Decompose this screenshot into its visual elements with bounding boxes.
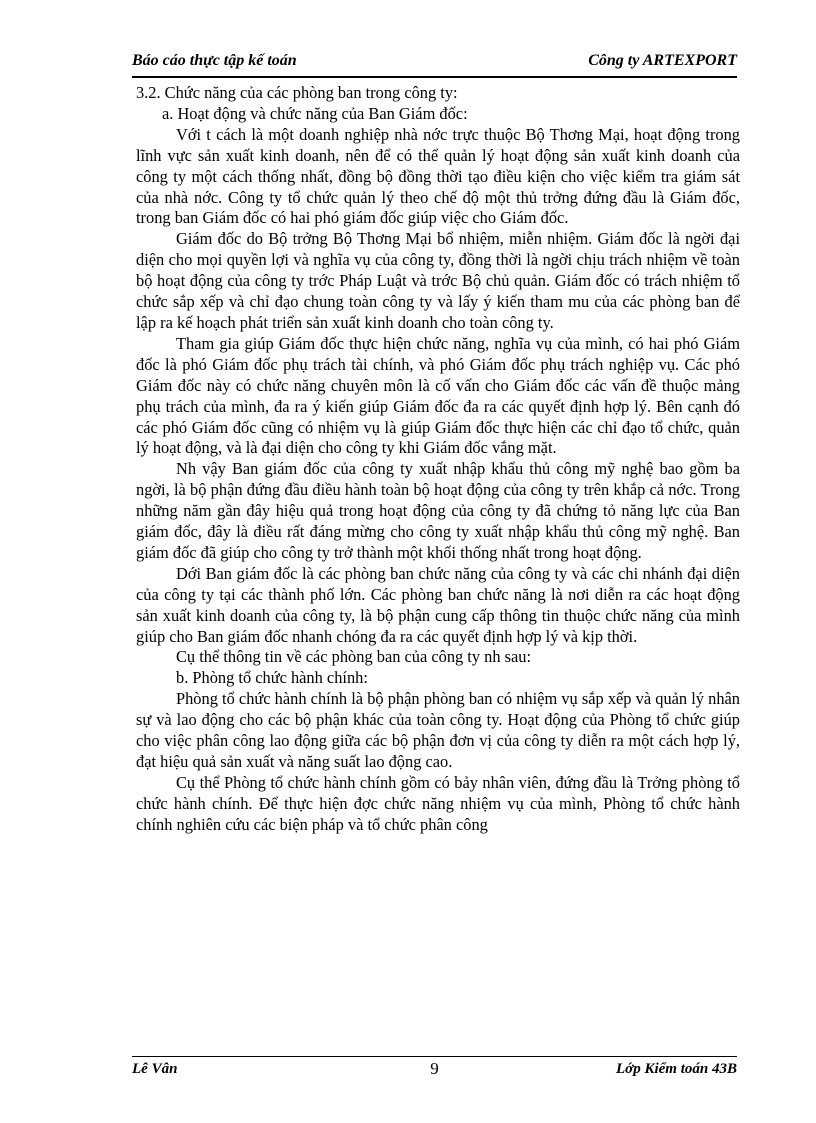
header-report-title: Báo cáo thực tập kế toán [132,52,297,69]
footer-class-name: Lớp Kiểm toán 43B [616,1061,737,1077]
subsection-b-title: b. Phòng tổ chức hành chính: [176,668,368,688]
page-footer [132,1056,737,1081]
page-number: 9 [430,1059,439,1078]
header-company-name: Công ty ARTEXPORT [588,52,737,69]
paragraph-a2: Giám đốc do Bộ trởng Bộ Thơng Mại bổ nhiệm, miễn nhiệm. Giám đốc là ngời đại diện cho mọi quyền lợi và nghĩa vụ của công ty, đồng thời là ngời chịu trách nhiệm về toàn bộ hoạt động của công ty trớc Pháp Luật và trớc Bộ chủ quản. Giám đốc có trách nhiệm tổ chức sắp xếp và chỉ đạo chung toàn công ty và lấy ý kiến tham mu của các phòng ban để lập ra kế hoạch phát triển sản xuất kinh doanh cho toàn công ty. [136,229,740,332]
paragraph-b1: Phòng tổ chức hành chính là bộ phận phòng ban có nhiệm vụ sắp xếp và quản lý nhân sự và lao động cho các bộ phận khác của toàn công ty. Hoạt động của Phòng tổ chức giúp cho việc phân công lao động giữa các bộ phận đơn vị của công ty diễn ra một cách hợp lý, đạt hiệu quả sản xuất và năng suất lao động cao. [136,689,740,771]
page-header [132,50,737,78]
page-content [136,83,740,836]
paragraph-b2: Cụ thể Phòng tổ chức hành chính gồm có bảy nhân viên, đứng đầu là Trởng phòng tổ chức hành chính. Để thực hiện đợc chức năng nhiệm vụ của mình, Phòng tổ chức hành chính nghiên cứu các biện pháp và tổ chức phân công [136,772,740,834]
footer-author: Lê Vân [132,1061,178,1077]
paragraph-a6: Cụ thể thông tin về các phòng ban của công ty nh sau: [176,647,532,667]
section-title: 3.2. Chức năng của các phòng ban trong công ty: [136,83,458,102]
subsection-a-title: a. Hoạt động và chức năng của Ban Giám đốc: [162,103,468,123]
paragraph-a4: Nh vậy Ban giám đốc của công ty xuất nhập khẩu thủ công mỹ nghệ bao gồm ba ngời, là bộ phận đứng đầu điều hành toàn bộ hoạt động của công ty trên khắp cả nớc. Trong những năm gần đây hiệu quả trong hoạt động của công ty đã chứng tỏ năng lực của Ban giám đốc, đây là điều rất đáng mừng cho công ty xuất nhập khẩu thủ công mỹ nghệ. Ban giám đốc đã giúp cho công ty trở thành một khối thống nhất trong hoạt động. [136,459,740,562]
paragraph-a1: Với t cách là một doanh nghiệp nhà nớc trực thuộc Bộ Thơng Mại, hoạt động trong lĩnh vực sản xuất kinh doanh, nên để có thể quản lý hoạt động sản xuất kinh doanh của công ty một cách thống nhất, đồng bộ đồng thời tạo điều kiện cho việc kiểm tra giám sát của nhà nớc. Công ty tổ chức quản lý theo chế độ một thủ trởng đứng đầu là Giám đốc, trong ban Giám đốc có hai phó giám đốc giúp việc cho Giám đốc. [136,124,740,228]
paragraph-a5: Dới Ban giám đốc là các phòng ban chức năng của công ty và các chi nhánh đại diện của công ty tại các thành phố lớn. Các phòng ban chức năng là nơi diễn ra các hoạt động sản xuất kinh doanh của công ty, là bộ phận cung cấp thông tin thuộc chức năng của mình giúp cho Ban giám đốc nhanh chóng đa ra các quyết định hợp lý và kịp thời. [136,563,740,646]
paragraph-a3: Tham gia giúp Giám đốc thực hiện chức năng, nghĩa vụ của mình, có hai phó Giám đốc là phó Giám đốc phụ trách tài chính, và phó Giám đốc phụ trách nghiệp vụ. Các phó Giám đốc này có chức năng chuyên môn là cố vấn cho Giám đốc các vấn đề thuộc mảng phụ trách của mình, đa ra ý kiến giúp Giám đốc đa ra các quyết định hợp lý. Bên cạnh đó các phó Giám đốc cũng có nhiệm vụ là giúp Giám đốc thực hiện các chỉ đạo tổ chức, quản lý hoạt động, và là đại diện cho công ty khi Giám đốc vắng mặt. [136,333,740,458]
